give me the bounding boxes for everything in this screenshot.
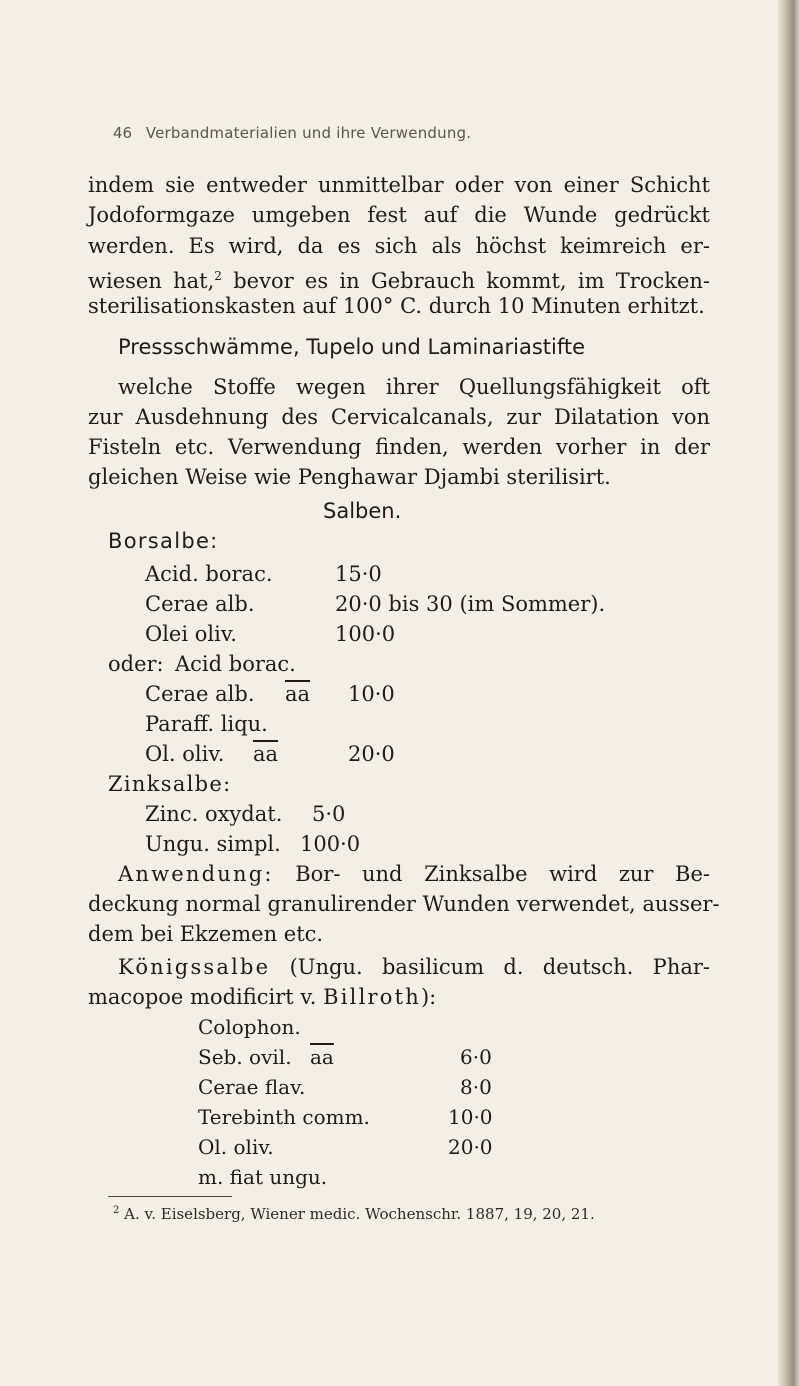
body-line: dem bei Ekzemen etc.	[88, 922, 324, 946]
ingredient-name: Colophon.	[198, 1015, 301, 1039]
koenigssalbe-label: Königssalbe	[118, 955, 271, 979]
body-line: wiesen hat,$^2$ bevor es in Gebrauch kommt, im Trocken-	[88, 269, 710, 293]
body-line: zur Ausdehnung des Cervicalcanals, zur Dilatation von	[88, 405, 710, 429]
page-edge-shadow	[778, 0, 800, 1386]
ingredient-qty: 20·0	[448, 1135, 493, 1159]
ingredient-name: Olei oliv.	[145, 622, 237, 646]
ingredient-qty: 6·0	[460, 1045, 492, 1069]
ingredient-name: Cerae flav.	[198, 1075, 306, 1099]
ingredient-qty: 10·0	[348, 682, 395, 706]
body-line: werden. Es wird, da es sich als höchst keimreich er-	[88, 234, 710, 258]
footnote-reference: 2	[214, 269, 222, 283]
ingredient-name: Ungu. simpl.	[145, 832, 281, 856]
ingredient-qty: 15·0	[335, 562, 382, 586]
footnote-rule	[108, 1196, 232, 1197]
body-line: Fisteln etc. Verwendung finden, werden vorher in der	[88, 435, 710, 459]
running-title: Verbandmaterialien und ihre Verwendung.	[145, 124, 472, 142]
body-line: sterilisationskasten auf 100° C. durch 10 Minuten erhitzt.	[88, 294, 705, 318]
ingredient-name: Cerae alb.	[145, 592, 255, 616]
ingredient-qty: 20·0 bis 30 (im Sommer).	[335, 592, 606, 616]
body-line: macopoe modificirt v. Billroth):	[88, 985, 437, 1009]
anwendung-label: Anwendung:	[118, 862, 274, 886]
aa-mark: $\overline{aa}$	[310, 1045, 334, 1069]
ingredient-qty: 100·0	[300, 832, 361, 856]
zinksalbe-label: Zinksalbe:	[108, 772, 232, 796]
ingredient-name: Paraff. liqu.	[145, 712, 268, 736]
ingredient-name: Ol. oliv.	[198, 1135, 274, 1159]
ingredient-name: Terebinth comm.	[198, 1105, 370, 1129]
ingredient-name: Zinc. oxydat.	[145, 802, 283, 826]
borsalbe-label: Borsalbe:	[108, 529, 219, 553]
ingredient-qty: 100·0	[335, 622, 396, 646]
body-line: indem sie entweder unmittelbar oder von einer Schicht	[88, 173, 710, 197]
footnote-text: A. v. Eiselsberg, Wiener medic. Wochenschr. 1887, 19, 20, 21.	[119, 1205, 595, 1223]
body-line: gleichen Weise wie Penghawar Djambi sterilisirt.	[88, 465, 611, 489]
ingredient-name: Ol. oliv.	[145, 742, 225, 766]
author-name: Billroth	[323, 985, 421, 1009]
section-heading: Pressschwämme, Tupelo und Laminariastifte	[118, 335, 586, 359]
body-line: Jodoformgaze umgeben fest auf die Wunde gedrückt	[88, 203, 710, 227]
ingredient-name: Acid. borac.	[145, 562, 273, 586]
footnote-mark: 2	[113, 1205, 120, 1216]
ingredient-name: Acid borac.	[175, 652, 296, 676]
body-line: Anwendung: Bor- und Zinksalbe wird zur Be-	[118, 862, 710, 886]
ingredient-qty: 10·0	[448, 1105, 493, 1129]
aa-mark: $\overline{aa}$	[253, 742, 279, 766]
running-header	[113, 124, 753, 142]
page-number: 46	[113, 124, 133, 142]
ingredient-qty: 20·0	[348, 742, 395, 766]
ingredient-qty: 5·0	[312, 802, 346, 826]
recipe-closing: m. fiat ungu.	[198, 1165, 328, 1189]
ingredient-qty: 8·0	[460, 1075, 492, 1099]
salben-title: Salben.	[323, 499, 402, 523]
body-line: welche Stoffe wegen ihrer Quellungsfähigkeit oft	[118, 375, 710, 399]
oder-label: oder:	[108, 652, 164, 676]
body-line: deckung normal granulirender Wunden verwendet, ausser-	[88, 892, 720, 916]
ingredient-name: Seb. ovil.	[198, 1045, 292, 1069]
ingredient-name: Cerae alb.	[145, 682, 255, 706]
footnote	[113, 1205, 595, 1223]
aa-mark: $\overline{aa}$	[285, 682, 311, 706]
body-line: Königssalbe (Ungu. basilicum d. deutsch. Phar-	[118, 955, 710, 979]
